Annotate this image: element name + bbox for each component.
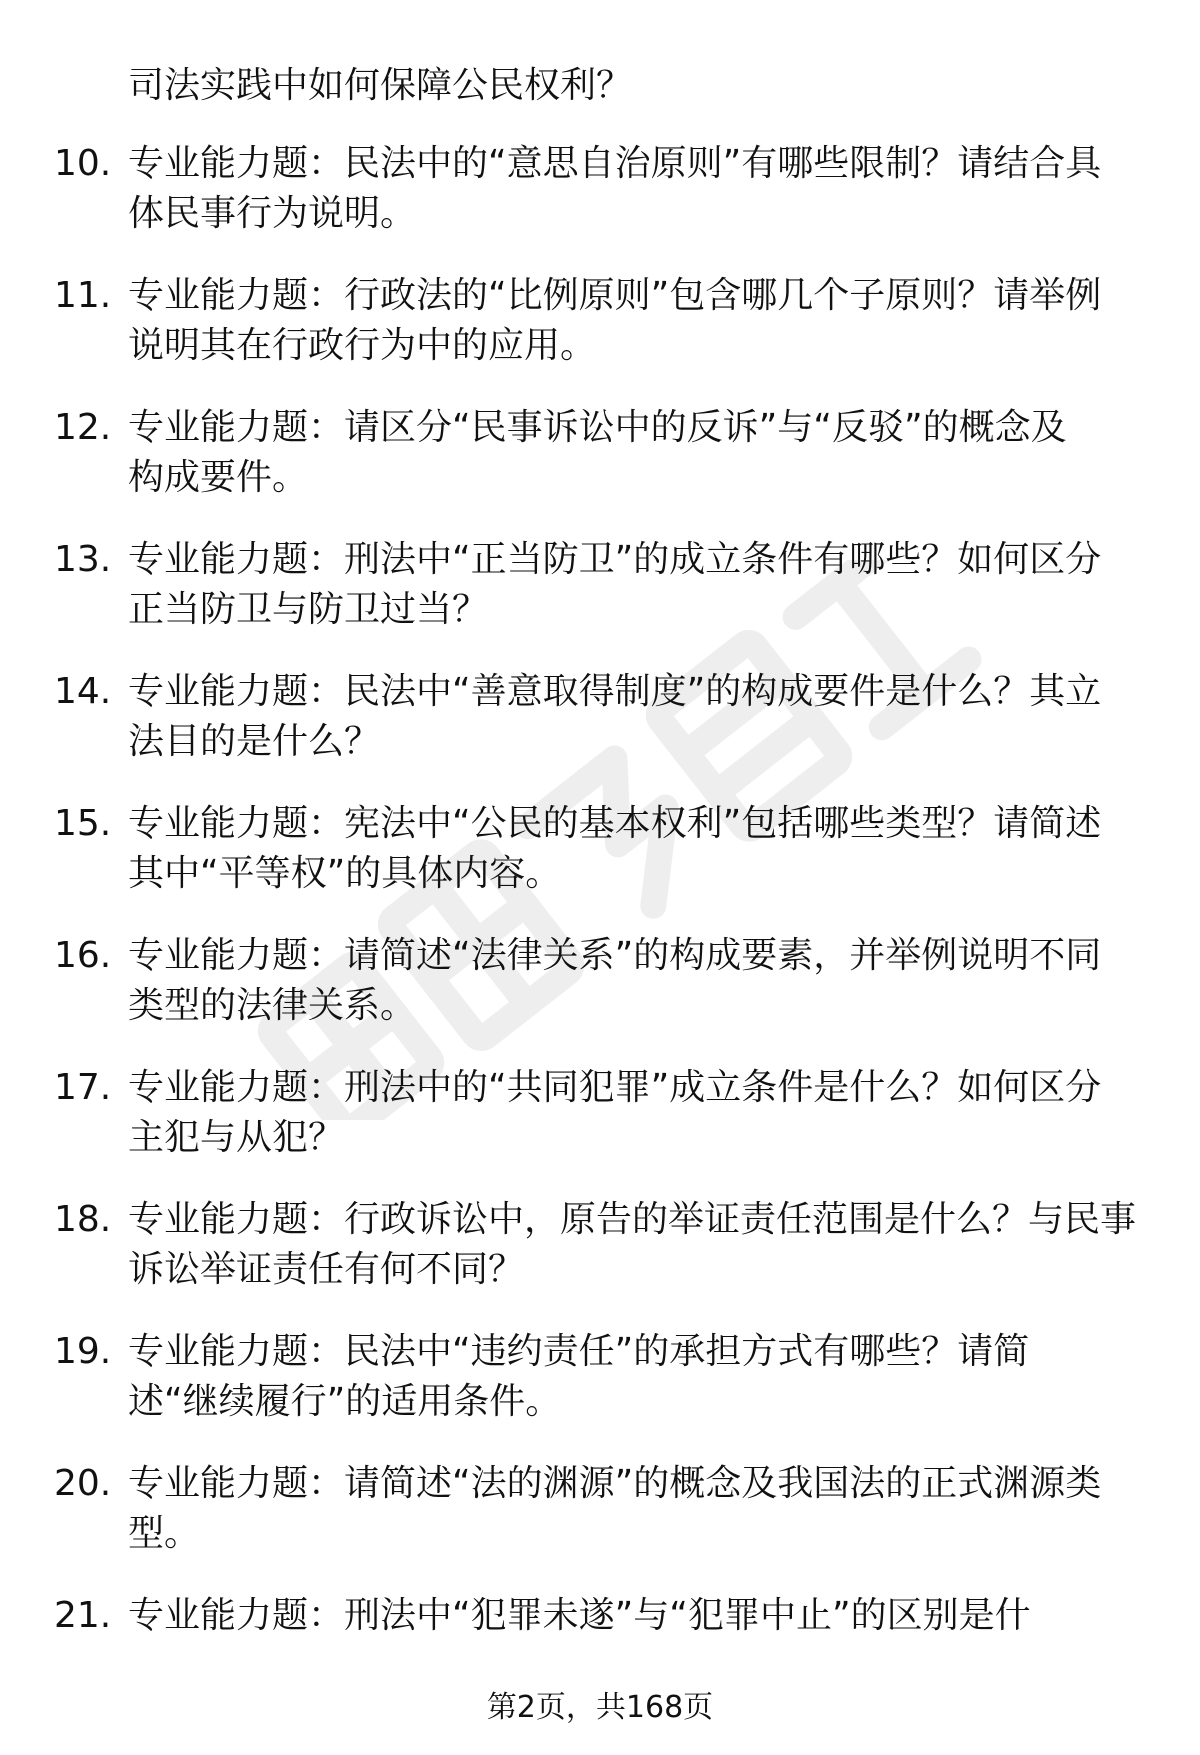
question-text-line-2: 正当防卫与防卫过当？ bbox=[128, 589, 489, 630]
question-item bbox=[0, 272, 1200, 404]
question-text-line-1: 专业能力题：请简述“法的渊源”的概念及我国法的正式渊源类 bbox=[128, 1463, 1102, 1504]
question-item bbox=[0, 1196, 1200, 1328]
question-number: 15. bbox=[54, 803, 112, 844]
question-text-line-2: 型。 bbox=[128, 1513, 201, 1554]
question-item bbox=[0, 800, 1200, 932]
question-text-line-2: 构成要件。 bbox=[128, 457, 309, 498]
question-text-line-1: 专业能力题：民法中“违约责任”的承担方式有哪些？请简 bbox=[128, 1331, 1030, 1372]
question-text-line-1: 专业能力题：刑法中的“共同犯罪”成立条件是什么？如何区分 bbox=[128, 1067, 1102, 1108]
question-item bbox=[0, 1328, 1200, 1460]
question-item bbox=[0, 140, 1200, 272]
question-item bbox=[0, 536, 1200, 668]
question-text-line-1: 专业能力题：行政法的“比例原则”包含哪几个子原则？请举例 bbox=[128, 275, 1102, 316]
question-item bbox=[0, 668, 1200, 800]
question-number: 20. bbox=[54, 1463, 112, 1504]
question-text-line-1: 专业能力题：民法中“善意取得制度”的构成要件是什么？其立 bbox=[128, 671, 1102, 712]
question-text-line-2: 其中“平等权”的具体内容。 bbox=[128, 853, 562, 894]
question-text-line-2: 法目的是什么？ bbox=[128, 721, 381, 762]
question-number: 11. bbox=[54, 275, 112, 316]
continuation-line: 司法实践中如何保障公民权利？ bbox=[128, 65, 633, 106]
question-item bbox=[0, 932, 1200, 1064]
question-item bbox=[0, 1460, 1200, 1592]
question-number: 19. bbox=[54, 1331, 112, 1372]
question-text-line-1: 专业能力题：请区分“民事诉讼中的反诉”与“反驳”的概念及 bbox=[128, 407, 1067, 448]
question-text-line-1: 专业能力题：宪法中“公民的基本权利”包括哪些类型？请简述 bbox=[128, 803, 1102, 844]
question-text-line-1: 专业能力题：刑法中“正当防卫”的成立条件有哪些？如何区分 bbox=[128, 539, 1102, 580]
question-list bbox=[0, 140, 1200, 1724]
page-footer: 第2页，共168页 bbox=[486, 1690, 714, 1725]
question-text-line-2: 述“继续履行”的适用条件。 bbox=[128, 1381, 562, 1422]
question-number: 16. bbox=[54, 935, 112, 976]
question-text-line-1: 专业能力题：刑法中“犯罪未遂”与“犯罪中止”的区别是什 bbox=[128, 1595, 1031, 1636]
question-number: 14. bbox=[54, 671, 112, 712]
question-number: 10. bbox=[54, 143, 112, 184]
question-text-line-2: 说明其在行政行为中的应用。 bbox=[128, 325, 597, 366]
question-text-line-2: 体民事行为说明。 bbox=[128, 193, 417, 234]
question-text-line-2: 诉讼举证责任有何不同？ bbox=[128, 1249, 525, 1290]
question-text-line-1: 专业能力题：行政诉讼中，原告的举证责任范围是什么？与民事 bbox=[128, 1199, 1137, 1240]
question-item bbox=[0, 1064, 1200, 1196]
question-number: 18. bbox=[54, 1199, 112, 1240]
question-text-line-1: 专业能力题：请简述“法律关系”的构成要素，并举例说明不同 bbox=[128, 935, 1102, 976]
question-text-line-2: 类型的法律关系。 bbox=[128, 985, 417, 1026]
question-item bbox=[0, 404, 1200, 536]
question-number: 21. bbox=[54, 1595, 112, 1636]
question-number: 13. bbox=[54, 539, 112, 580]
question-text-line-1: 专业能力题：民法中的“意思自治原则”有哪些限制？请结合具 bbox=[128, 143, 1102, 184]
question-number: 17. bbox=[54, 1067, 112, 1108]
question-number: 12. bbox=[54, 407, 112, 448]
question-text-line-2: 主犯与从犯？ bbox=[128, 1117, 345, 1158]
